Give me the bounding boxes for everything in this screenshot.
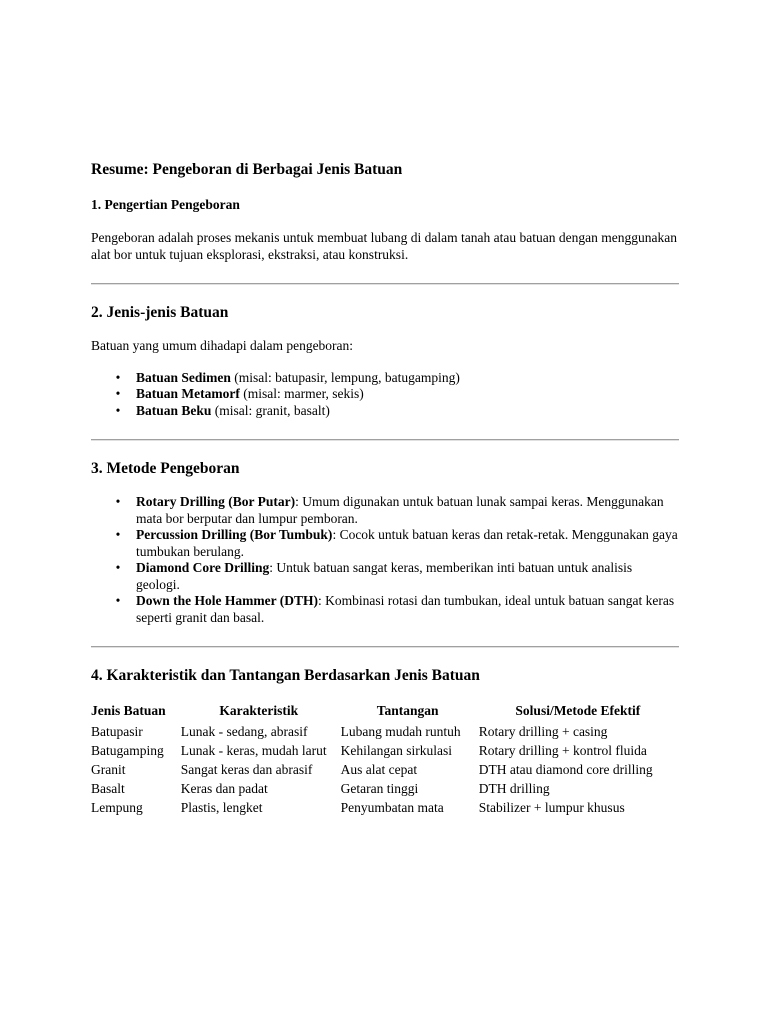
list-item — [115, 560, 679, 593]
list-item — [115, 593, 679, 626]
table-cell: Aus alat cepat — [340, 762, 418, 777]
table-cell: Lunak - keras, mudah larut — [180, 743, 327, 758]
list-item-text: : Umum digunakan untuk batuan lunak sampai keras. Menggunakan mata bor berputar dan lumpur pemboran. — [136, 494, 664, 526]
section-4-heading: 4. Karakteristik dan Tantangan Berdasarkan Jenis Batuan — [91, 667, 480, 684]
table-cell: Batugamping — [91, 743, 164, 758]
list-item-term: Rotary Drilling (Bor Putar) — [136, 494, 296, 509]
table-cell: Rotary drilling + casing — [478, 724, 608, 739]
table-row — [89, 722, 679, 741]
list-item-term: Down the Hole Hammer (DTH) — [136, 593, 318, 608]
column-header-challenges: Tantangan — [376, 703, 439, 718]
list-item-text: (misal: granit, basalt) — [211, 402, 330, 418]
table-row — [89, 798, 679, 817]
list-item-term: Batuan Sedimen — [136, 369, 231, 385]
section-1-paragraph: Pengeboran adalah proses mekanis untuk membuat lubang di dalam tanah atau batuan dengan menggunakan alat bor untuk tujuan eksplorasi, ekstraksi, atau konstruksi. — [91, 230, 677, 262]
list-item — [115, 402, 679, 420]
list-item-text: : Kombinasi rotasi dan tumbukan, ideal untuk batuan sangat keras seperti granit dan basal. — [136, 593, 675, 625]
rock-characteristics-table — [89, 700, 679, 817]
table-cell: Getaran tinggi — [340, 781, 419, 796]
table-row — [89, 779, 679, 798]
table-cell: Stabilizer + lumpur khusus — [478, 800, 625, 815]
table-cell: Lempung — [91, 800, 143, 815]
list-item-term: Batuan Beku — [136, 402, 212, 418]
bullet-icon: • — [115, 560, 121, 575]
bullet-icon: • — [115, 494, 121, 509]
section-divider — [91, 283, 679, 285]
drilling-methods-list — [91, 494, 679, 626]
table-cell: Granit — [91, 762, 126, 777]
list-item-text: (misal: batupasir, lempung, batugamping) — [230, 369, 460, 385]
list-item-term: Batuan Metamorf — [136, 386, 240, 401]
rock-types-list — [91, 370, 679, 420]
bullet-icon: • — [115, 386, 121, 401]
table-cell: Sangat keras dan abrasif — [180, 762, 313, 777]
table-cell: Basalt — [91, 781, 125, 796]
bullet-icon: • — [115, 527, 121, 542]
table-header-row — [89, 700, 679, 722]
table-cell: Lunak - sedang, abrasif — [180, 724, 308, 739]
table-cell: DTH drilling — [478, 781, 550, 796]
document-title: Resume: Pengeboran di Berbagai Jenis Batuan — [91, 161, 403, 178]
table-cell: Plastis, lengket — [180, 800, 263, 815]
list-item-term: Percussion Drilling (Bor Tumbuk) — [136, 527, 333, 542]
list-item — [115, 527, 679, 560]
table-cell: Kehilangan sirkulasi — [340, 743, 452, 758]
section-divider — [91, 646, 679, 648]
list-item — [115, 369, 679, 387]
bullet-icon: • — [115, 402, 121, 418]
section-2-intro: Batuan yang umum dihadapi dalam pengeboran: — [91, 338, 354, 353]
list-item-term: Diamond Core Drilling — [136, 560, 270, 575]
list-item — [115, 386, 679, 403]
column-header-characteristics: Karakteristik — [219, 703, 299, 718]
list-item — [115, 494, 679, 527]
table-cell: Lubang mudah runtuh — [340, 724, 461, 739]
table-cell: Penyumbatan mata — [340, 800, 444, 815]
list-item-text: : Cocok untuk batuan keras dan retak-retak. Menggunakan gaya tumbukan berulang. — [136, 527, 678, 559]
column-header-solution: Solusi/Metode Efektif — [515, 703, 641, 718]
table-row — [89, 741, 679, 760]
table-cell: Rotary drilling + kontrol fluida — [478, 743, 647, 758]
list-item-text: (misal: marmer, sekis) — [239, 386, 364, 401]
bullet-icon: • — [115, 593, 121, 608]
document-content — [91, 160, 679, 817]
table-cell: DTH atau diamond core drilling — [478, 762, 653, 777]
table-cell: Keras dan padat — [180, 781, 268, 796]
section-3-heading: 3. Metode Pengeboran — [91, 460, 240, 477]
table-cell: Batupasir — [91, 724, 143, 739]
bullet-icon: • — [115, 369, 121, 385]
section-divider — [91, 439, 679, 441]
list-item-text: : Untuk batuan sangat keras, memberikan inti batuan untuk analisis geologi. — [136, 560, 633, 592]
table-row — [89, 760, 679, 779]
section-1-heading: 1. Pengertian Pengeboran — [91, 197, 240, 212]
section-2-heading: 2. Jenis-jenis Batuan — [91, 304, 229, 321]
column-header-rock-type: Jenis Batuan — [91, 703, 166, 718]
